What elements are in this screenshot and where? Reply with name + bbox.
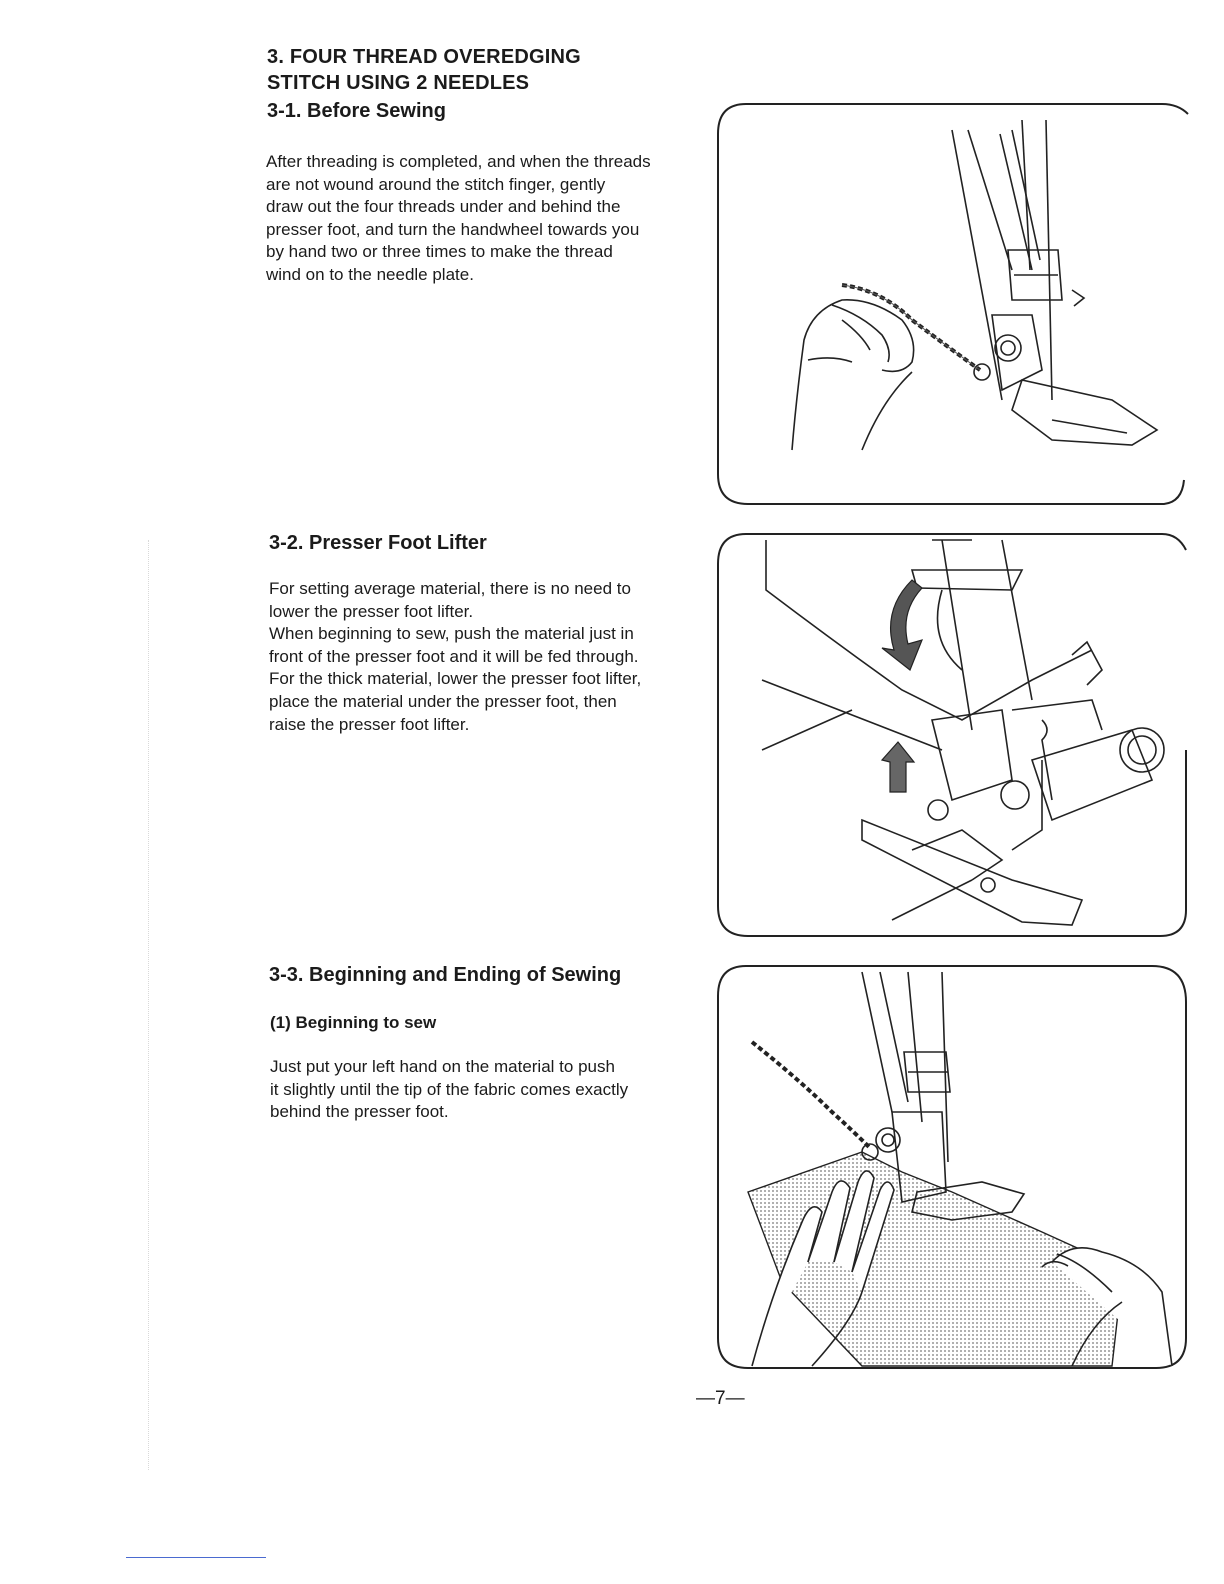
scan-footer-line: [126, 1557, 266, 1558]
text-line: After threading is completed, and when the threads: [266, 152, 651, 171]
hands-feeding-fabric-icon: [712, 962, 1190, 1370]
text-line: place the material under the presser foot, then: [269, 691, 617, 711]
paragraph-beginning-to-sew: [270, 1056, 681, 1124]
text-line: raise the presser foot lifter.: [269, 714, 470, 734]
text-line: front of the presser foot and it will be fed through.: [269, 646, 639, 666]
text-line: are not wound around the stitch finger, gently: [266, 174, 606, 194]
heading-before-sewing: 3-1. Before Sewing: [267, 100, 446, 122]
text-line: wind on to the needle plate.: [266, 264, 474, 284]
text-line: For the thick material, lower the presser foot lifter,: [269, 669, 642, 689]
text-line: presser foot, and turn the handwheel towards you: [266, 219, 640, 239]
page-number: —7—: [696, 1388, 745, 1409]
figure-before-sewing: [712, 100, 1190, 508]
text-line: it slightly until the tip of the fabric comes exactly: [270, 1079, 629, 1099]
paragraph-presser-foot-lifter: [269, 578, 682, 736]
section-title: [267, 44, 581, 96]
text-line: behind the presser foot.: [270, 1102, 449, 1122]
section-title-line1: 3. FOUR THREAD OVEREDGING: [267, 46, 581, 68]
figure-presser-foot-lifter: [712, 530, 1190, 942]
text-line: by hand two or three times to make the thread: [266, 242, 613, 262]
text-line: draw out the four threads under and behind the: [266, 197, 621, 217]
subheading-beginning-to-sew: (1) Beginning to sew: [270, 1013, 437, 1032]
threads-drawn-under-presser-foot-icon: [712, 100, 1190, 508]
section-title-line2: STITCH USING 2 NEEDLES: [267, 72, 530, 94]
text-line: For setting average material, there is no need to: [269, 579, 631, 598]
text-line: When beginning to sew, push the material just in: [269, 624, 634, 644]
presser-foot-lifter-icon: [712, 530, 1190, 942]
text-line: Just put your left hand on the material to push: [270, 1057, 615, 1076]
heading-beginning-ending: 3-3. Beginning and Ending of Sewing: [269, 964, 622, 986]
figure-beginning-to-sew: [712, 962, 1190, 1370]
scan-edge-artifact: [148, 540, 169, 1470]
heading-presser-foot-lifter: 3-2. Presser Foot Lifter: [269, 532, 487, 554]
paragraph-before-sewing: [266, 151, 679, 287]
text-line: lower the presser foot lifter.: [269, 601, 474, 621]
